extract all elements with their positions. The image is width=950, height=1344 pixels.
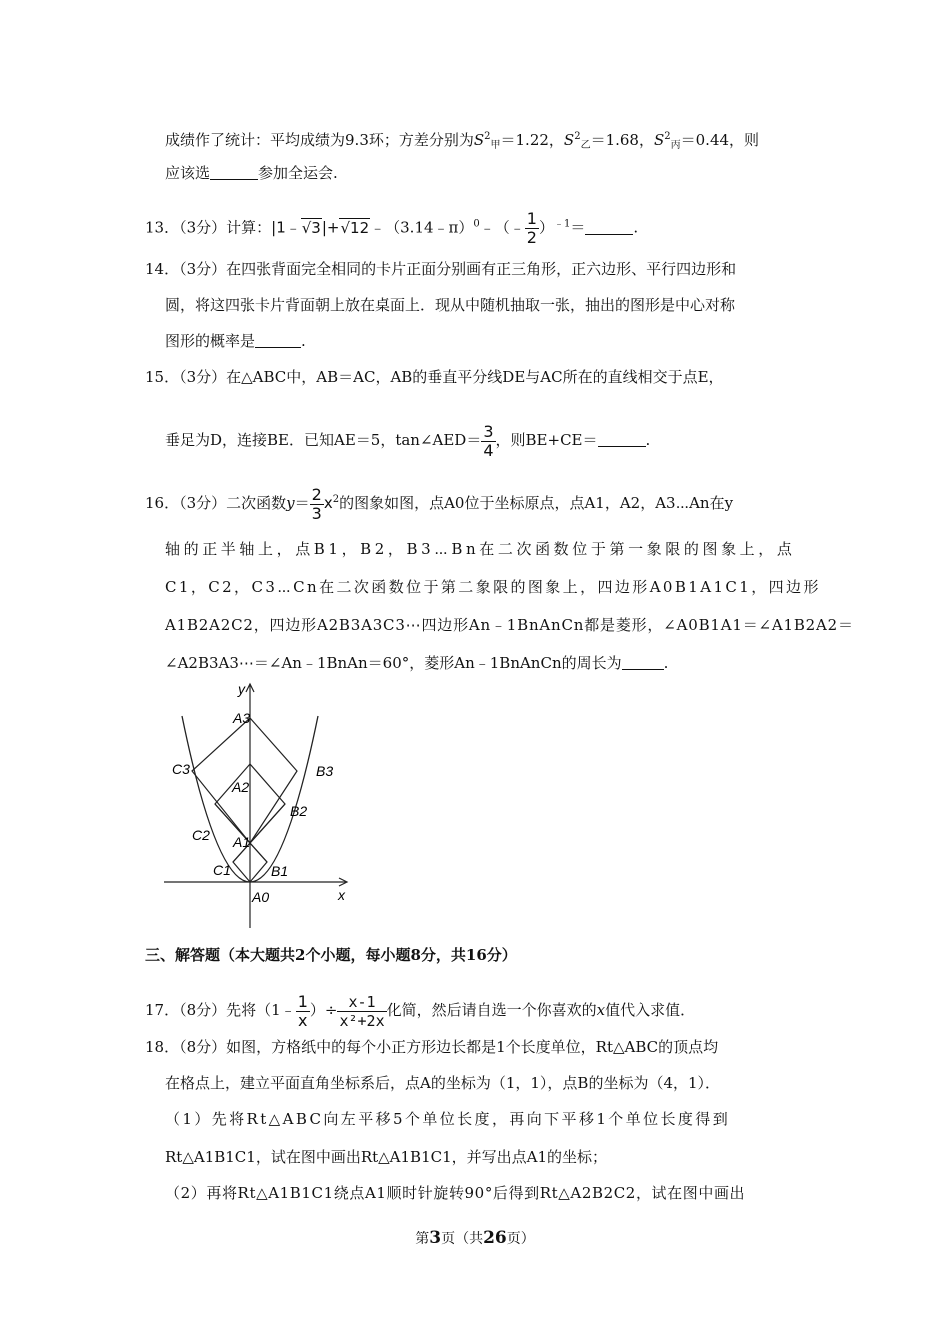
footer-text-a: 第 [415, 1231, 430, 1247]
q12-s2: S [563, 131, 575, 149]
q18-line-2 [165, 1072, 720, 1094]
q16-end: . [663, 654, 669, 672]
q12-v3: ＝0.44，则 [680, 131, 760, 149]
q15-frac-num: 3 [483, 421, 494, 441]
q15-line-2 [165, 420, 650, 460]
q16-line-1 [145, 480, 733, 523]
label-b1: B1 [271, 863, 289, 879]
label-a1: A1 [233, 834, 251, 850]
q12-sq3: 2 [664, 131, 671, 142]
q13-points: （3分）计算： [179, 218, 272, 237]
q15-number: 15． [145, 368, 180, 386]
q12-s: S [473, 131, 485, 149]
label-a2: A2 [232, 779, 250, 795]
q18-line-1 [145, 1036, 718, 1058]
q12-text: 成绩作了统计：平均成绩为9.3环；方差分别为 [165, 131, 474, 149]
q14-line-1 [145, 258, 736, 280]
q13-equals: ＝ [570, 218, 586, 237]
q12-text-2b: 参加全运会. [258, 164, 338, 182]
q17-text-b: ）÷ [309, 1001, 338, 1019]
q12-jia: 甲 [490, 140, 501, 151]
label-x: x [338, 887, 345, 903]
q12-sq: 2 [484, 131, 491, 142]
q16-x: x [323, 494, 333, 512]
q16-text-2: 轴的正半轴上，点B1，B2，B3⋯Bn在二次函数位于第一象限的图象上，点 [165, 540, 796, 558]
q13-part2: |+ [321, 218, 340, 237]
q14-number: 14． [145, 260, 180, 278]
footer-text-c: 页） [506, 1231, 535, 1247]
q18-text-2: 在格点上，建立平面直角坐标系后，点A的坐标为（1，1），点B的坐标为（4，1）． [165, 1074, 721, 1092]
q18-line-4 [165, 1146, 607, 1168]
label-a3: A3 [233, 710, 251, 726]
label-c2: C2 [192, 827, 210, 843]
q17-text-a: （8分）先将（1﹣ [179, 1001, 296, 1019]
q17-frac2-num: x-1 [337, 993, 386, 1012]
q17-x: x [596, 1001, 606, 1019]
q12-yi: 乙 [580, 140, 591, 151]
q17-text-c: 化简，然后请自选一个你喜欢的 [386, 1001, 597, 1019]
q17-line [145, 988, 695, 1032]
q13-part5: ） [538, 218, 554, 237]
footer-page-number: 3 [429, 1228, 442, 1248]
q12-text-2a: 应该选 [165, 164, 211, 182]
label-y: y [238, 681, 245, 697]
label-c1: C1 [213, 862, 231, 878]
q16-text-3: C1，C2，C3⋯Cn在二次函数位于第二象限的图象上，四边形A0B1A1C1，四边形 [165, 578, 821, 596]
q16-frac-num: 2 [311, 484, 322, 504]
q13-frac-den: 2 [526, 228, 537, 247]
q12-line-1 [165, 126, 759, 157]
q16-line-3 [165, 576, 821, 598]
q16-answer-blank[interactable] [622, 655, 664, 670]
q17-fraction-2 [337, 993, 386, 1030]
rhombus-parabola-figure [160, 678, 360, 930]
q12-s3: S [653, 131, 665, 149]
q15-end: . [645, 431, 651, 449]
q15-text-1: （3分）在△ABC中，AB＝AC，AB的垂直平分线DE与AC所在的直线相交于点E， [179, 368, 724, 386]
q17-frac1-den: x [298, 1010, 308, 1030]
q16-y: y [286, 494, 295, 512]
q16-number: 16． [145, 494, 180, 512]
section-3-heading: 三、解答题（本大题共2个小题，每小题8分，共16分） [145, 946, 517, 964]
q12-sq2: 2 [574, 131, 581, 142]
q14-line-3 [165, 330, 306, 352]
q18-text-5: （2）再将Rt△A1B1C1绕点A1顺时针旋转90°后得到Rt△A2B2C2，试在图中画出 [165, 1184, 746, 1202]
q16-fraction [310, 486, 324, 523]
footer-text-b: 页（共 [441, 1231, 484, 1247]
q15-text-2b: ，则BE+CE＝ [495, 431, 598, 449]
q12-bing: 丙 [670, 140, 681, 151]
q15-text-2a: 垂足为D，连接BE．已知AE＝5，tan∠AED＝ [165, 431, 482, 449]
q13-exp-neg1: ﹣1 [554, 218, 571, 230]
q14-line-2 [165, 294, 735, 316]
q15-frac-den: 4 [483, 440, 494, 460]
q17-text-d: 值代入求值． [605, 1001, 696, 1019]
q13-fraction [525, 210, 539, 247]
q12-answer-blank[interactable] [210, 165, 258, 180]
q13-exp0: 0 [473, 218, 480, 230]
q14-answer-blank[interactable] [255, 333, 301, 348]
q13-sqrt3: √3 [301, 218, 321, 237]
q16-text-1a: （3分）二次函数 [179, 494, 287, 512]
q18-text-1: （8分）如图，方格纸中的每个小正方形边长都是1个长度单位，Rt△ABC的顶点均 [179, 1038, 719, 1056]
q15-answer-blank[interactable] [598, 432, 646, 447]
q15-line-1 [145, 366, 724, 388]
q14-text-1: （3分）在四张背面完全相同的卡片正面分别画有正三角形，正六边形、平行四边形和 [179, 260, 737, 278]
page-footer [0, 1228, 950, 1248]
q16-frac-den: 3 [311, 503, 322, 523]
q17-number: 17． [145, 1001, 180, 1019]
q13-end: . [633, 218, 639, 237]
label-b2: B2 [290, 803, 308, 819]
q18-line-5 [165, 1182, 745, 1204]
label-c3: C3 [172, 761, 190, 777]
q18-text-4: Rt△A1B1C1，试在图中画出Rt△A1B1C1，并写出点A1的坐标； [165, 1148, 608, 1166]
q13-part4: ﹣（﹣ [479, 218, 525, 237]
q14-text-2: 圆，将这四张卡片背面朝上放在桌面上．现从中随机抽取一张，抽出的图形是中心对称 [165, 296, 736, 314]
q12-v1: ＝1.22， [500, 131, 564, 149]
q18-number: 18． [145, 1038, 180, 1056]
label-a0: A0 [252, 889, 270, 905]
q14-end: . [301, 332, 306, 350]
q16-line-5 [165, 652, 668, 674]
q12-v2: ＝1.68， [590, 131, 654, 149]
q17-frac2-den: x²+2x [339, 1011, 385, 1030]
q18-line-3 [165, 1108, 730, 1130]
q16-line-2 [165, 538, 805, 560]
q15-fraction [481, 423, 495, 460]
q13-line [145, 210, 638, 247]
q17-frac1-num: 1 [297, 991, 308, 1011]
q16-line-4 [165, 614, 854, 636]
q16-eq: ＝ [294, 494, 310, 512]
q13-number: 13． [145, 218, 180, 237]
q16-text-4: A1B2A2C2，四边形A2B3A3C3⋯四边形An﹣1BnAnCn都是菱形，∠A0B1A1＝∠A1B2A2＝ [165, 616, 854, 634]
q13-part3: ﹣（3.14﹣π） [370, 218, 474, 237]
q13-frac-num: 1 [526, 209, 537, 228]
q14-text-3: 图形的概率是 [165, 332, 256, 350]
q16-text-5: ∠A2B3A3⋯＝∠An﹣1BnAn＝60°，菱形An﹣1BnAnCn的周长为 [165, 654, 622, 672]
q13-sqrt12: √12 [340, 218, 370, 237]
q13-part1: |1﹣ [271, 218, 301, 237]
label-b3: B3 [316, 763, 334, 779]
q17-fraction-1 [296, 993, 310, 1030]
q16-sq: 2 [332, 494, 340, 505]
q13-answer-blank[interactable] [585, 220, 633, 235]
q16-text-1b: 的图象如图，点A0位于坐标原点，点A1，A2，A3⋯An在y [339, 494, 734, 512]
q18-text-3: （1）先将Rt△ABC向左平移5个单位长度，再向下平移1个单位长度得到 [165, 1110, 731, 1128]
q12-line-2 [165, 162, 338, 184]
footer-total-pages: 26 [483, 1228, 507, 1248]
